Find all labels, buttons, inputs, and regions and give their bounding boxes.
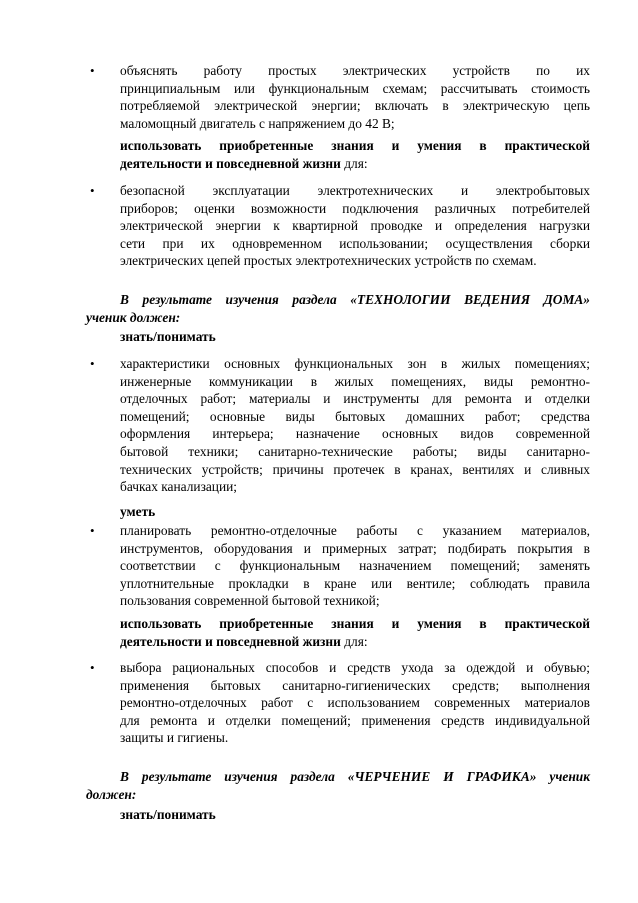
know-understand-label: знать/понимать — [120, 329, 216, 344]
text-line: электрических цепей простых электротехнических устройств по схемам. — [120, 253, 537, 269]
text-line: характеристики основных функциональных зон в жилых помещениях; — [120, 356, 590, 371]
bullet-marker: • — [90, 523, 95, 538]
text-line: применения бытовых санитарно-гигиенических средств; выполнения — [120, 677, 590, 693]
list-item-plan-repairs — [120, 522, 590, 610]
text-line: маломощный двигатель с напряжением до 42 В; — [120, 115, 395, 131]
text-line: инженерные коммуникации в жилых помещениях, виды ремонтно- — [120, 373, 590, 389]
text-line: объяснять работу простых электрических устройств по их — [120, 63, 590, 78]
use-knowledge-heading — [120, 137, 590, 172]
list-item-explain-devices — [120, 62, 590, 132]
section-heading-home-tech — [86, 291, 590, 326]
text-line: использовать приобретенные знания и умения в практической — [120, 616, 590, 631]
bullet-marker: • — [90, 63, 95, 78]
text-line: ученик должен: — [86, 309, 181, 325]
text-line: бытовой техники; санитарно-технические работы; виды санитарно- — [120, 443, 590, 459]
list-item-characteristics — [120, 355, 590, 496]
text-line: ремонтно-отделочных работ с использованием современных материалов — [120, 695, 590, 711]
text-line: выбора рациональных способов и средств ухода за одеждой и обувью; — [120, 660, 590, 675]
text-line: бачках канализации; — [120, 479, 238, 495]
text-line: В результате изучения раздела «ТЕХНОЛОГИИ ВЕДЕНИЯ ДОМА» — [120, 292, 590, 307]
text-line: для ремонта и отделки помещений; применения средств индивидуальной — [120, 712, 590, 728]
text-bold: деятельности и повседневной жизни — [120, 633, 341, 649]
list-item-clothing-care — [120, 659, 590, 747]
know-understand-label: знать/понимать — [120, 807, 216, 822]
text-line: использовать приобретенные знания и умения в практической — [120, 138, 590, 153]
use-knowledge-heading — [120, 615, 590, 650]
text-line: безопасной эксплуатации электротехнических и электробытовых — [120, 183, 590, 198]
text-line: соответствии с функциональным назначением помещений; заменять — [120, 558, 590, 574]
section-heading-drawing — [86, 768, 590, 803]
text-line: оформления интерьера; назначение основных видов современной — [120, 426, 590, 442]
text-line: потребляемой электрической энергии; включать в электрическую цепь — [120, 98, 590, 114]
text-line: приборов; оценки возможности подключения различных потребителей — [120, 200, 590, 216]
text-line: пользования современной бытовой техникой; — [120, 593, 380, 609]
text-line: должен: — [86, 786, 137, 802]
text-line: защиты и гигиены. — [120, 730, 229, 746]
be-able-label: уметь — [120, 504, 156, 519]
text-line: помещений; основные виды бытовых домашних работ; средства — [120, 408, 590, 424]
text-line: сети при их одновременном использовании; осуществления сборки — [120, 235, 590, 251]
text-line: планировать ремонтно-отделочные работы с указанием материалов, — [120, 523, 590, 538]
bullet-marker: • — [90, 660, 95, 675]
text-line: отделочных работ; материалы и инструменты для ремонта и отделки — [120, 391, 590, 407]
text-line: электрической энергии к квартирной проводке и определения нагрузки — [120, 218, 590, 234]
text-tail: для: — [340, 155, 368, 171]
bullet-marker: • — [90, 183, 95, 198]
text-line: принципиальным или функциональным схемам; рассчитывать стоимость — [120, 80, 590, 96]
text-tail: для: — [340, 633, 368, 649]
text-line: В результате изучения раздела «ЧЕРЧЕНИЕ И ГРАФИКА» ученик — [120, 769, 590, 784]
bullet-marker: • — [90, 356, 95, 371]
list-item-safe-operation — [120, 182, 590, 270]
text-bold: деятельности и повседневной жизни — [120, 155, 341, 171]
text-line: инструментов, оборудования и примерных затрат; подбирать покрытия в — [120, 540, 590, 556]
text-line: технических устройств; причины протечек в кранах, вентилях и сливных — [120, 461, 590, 477]
text-line: уплотнительные прокладки в кране или вентиле; соблюдать правила — [120, 575, 590, 591]
